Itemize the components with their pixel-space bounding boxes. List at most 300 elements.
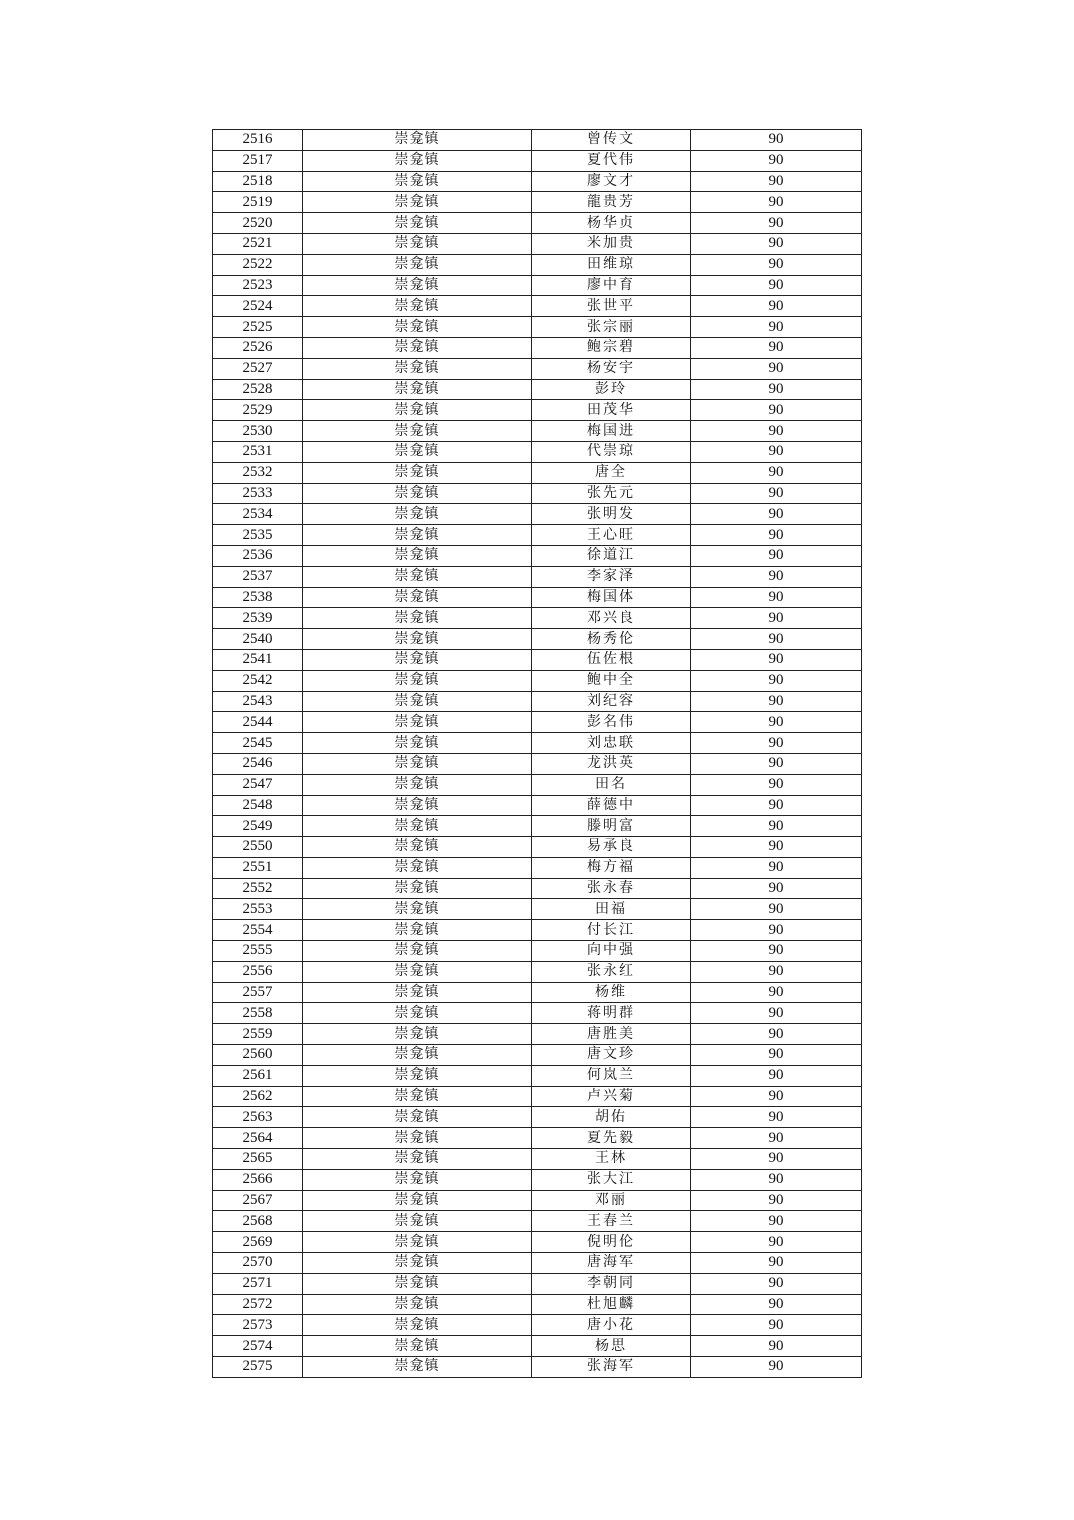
cell-score: 90 xyxy=(691,920,862,941)
cell-number: 2539 xyxy=(213,608,303,629)
table-row xyxy=(213,233,862,254)
cell-score: 90 xyxy=(691,1024,862,1045)
table-row xyxy=(213,774,862,795)
table-row xyxy=(213,192,862,213)
cell-score: 90 xyxy=(691,1357,862,1378)
cell-number: 2544 xyxy=(213,712,303,733)
cell-name: 伍佐根 xyxy=(532,649,691,670)
cell-name: 李家泽 xyxy=(532,566,691,587)
cell-name: 唐海军 xyxy=(532,1253,691,1274)
cell-number: 2573 xyxy=(213,1315,303,1336)
cell-town: 崇龛镇 xyxy=(303,608,532,629)
cell-score: 90 xyxy=(691,504,862,525)
cell-name: 龙洪英 xyxy=(532,753,691,774)
table-row xyxy=(213,150,862,171)
cell-town: 崇龛镇 xyxy=(303,795,532,816)
table-row xyxy=(213,275,862,296)
cell-name: 王林 xyxy=(532,1149,691,1170)
table-row xyxy=(213,816,862,837)
cell-town: 崇龛镇 xyxy=(303,1315,532,1336)
cell-town: 崇龛镇 xyxy=(303,150,532,171)
cell-name: 蒋明群 xyxy=(532,1003,691,1024)
cell-number: 2570 xyxy=(213,1253,303,1274)
table-row xyxy=(213,566,862,587)
cell-name: 杨维 xyxy=(532,982,691,1003)
cell-town: 崇龛镇 xyxy=(303,1357,532,1378)
cell-town: 崇龛镇 xyxy=(303,192,532,213)
cell-name: 唐胜美 xyxy=(532,1024,691,1045)
cell-town: 崇龛镇 xyxy=(303,545,532,566)
cell-score: 90 xyxy=(691,816,862,837)
cell-number: 2567 xyxy=(213,1190,303,1211)
table-row xyxy=(213,795,862,816)
table-row xyxy=(213,1149,862,1170)
table-row xyxy=(213,712,862,733)
cell-name: 田维琼 xyxy=(532,254,691,275)
cell-score: 90 xyxy=(691,1336,862,1357)
cell-name: 杨秀伦 xyxy=(532,629,691,650)
cell-name: 付长江 xyxy=(532,920,691,941)
table-row xyxy=(213,1107,862,1128)
cell-number: 2564 xyxy=(213,1128,303,1149)
cell-name: 胡佑 xyxy=(532,1107,691,1128)
cell-name: 卢兴菊 xyxy=(532,1086,691,1107)
table-row xyxy=(213,941,862,962)
cell-name: 王心旺 xyxy=(532,525,691,546)
cell-name: 彭玲 xyxy=(532,379,691,400)
cell-score: 90 xyxy=(691,421,862,442)
cell-town: 崇龛镇 xyxy=(303,629,532,650)
table-row xyxy=(213,171,862,192)
cell-town: 崇龛镇 xyxy=(303,1086,532,1107)
cell-score: 90 xyxy=(691,1294,862,1315)
table-row xyxy=(213,649,862,670)
cell-score: 90 xyxy=(691,213,862,234)
cell-name: 何岚兰 xyxy=(532,1065,691,1086)
table-row xyxy=(213,961,862,982)
cell-name: 唐小花 xyxy=(532,1315,691,1336)
cell-town: 崇龛镇 xyxy=(303,1190,532,1211)
cell-town: 崇龛镇 xyxy=(303,358,532,379)
cell-town: 崇龛镇 xyxy=(303,691,532,712)
cell-number: 2542 xyxy=(213,670,303,691)
cell-number: 2543 xyxy=(213,691,303,712)
cell-score: 90 xyxy=(691,1253,862,1274)
cell-name: 田茂华 xyxy=(532,400,691,421)
cell-score: 90 xyxy=(691,545,862,566)
cell-score: 90 xyxy=(691,1315,862,1336)
cell-number: 2536 xyxy=(213,545,303,566)
cell-number: 2558 xyxy=(213,1003,303,1024)
cell-name: 代崇琼 xyxy=(532,441,691,462)
cell-town: 崇龛镇 xyxy=(303,254,532,275)
cell-score: 90 xyxy=(691,857,862,878)
table-row xyxy=(213,857,862,878)
table-row xyxy=(213,525,862,546)
cell-name: 薛德中 xyxy=(532,795,691,816)
cell-score: 90 xyxy=(691,1149,862,1170)
cell-name: 鲍中全 xyxy=(532,670,691,691)
cell-score: 90 xyxy=(691,837,862,858)
cell-town: 崇龛镇 xyxy=(303,982,532,1003)
cell-score: 90 xyxy=(691,982,862,1003)
table-row xyxy=(213,1273,862,1294)
table-row xyxy=(213,130,862,151)
cell-name: 张大江 xyxy=(532,1169,691,1190)
table-row xyxy=(213,379,862,400)
cell-score: 90 xyxy=(691,566,862,587)
cell-score: 90 xyxy=(691,878,862,899)
cell-score: 90 xyxy=(691,1128,862,1149)
cell-town: 崇龛镇 xyxy=(303,441,532,462)
cell-town: 崇龛镇 xyxy=(303,130,532,151)
cell-town: 崇龛镇 xyxy=(303,649,532,670)
cell-number: 2528 xyxy=(213,379,303,400)
cell-score: 90 xyxy=(691,899,862,920)
cell-number: 2526 xyxy=(213,337,303,358)
cell-score: 90 xyxy=(691,400,862,421)
cell-town: 崇龛镇 xyxy=(303,941,532,962)
cell-town: 崇龛镇 xyxy=(303,213,532,234)
cell-town: 崇龛镇 xyxy=(303,587,532,608)
table-row xyxy=(213,213,862,234)
cell-name: 张明发 xyxy=(532,504,691,525)
cell-town: 崇龛镇 xyxy=(303,816,532,837)
table-row xyxy=(213,1253,862,1274)
cell-name: 龍贵芳 xyxy=(532,192,691,213)
cell-score: 90 xyxy=(691,317,862,338)
cell-town: 崇龛镇 xyxy=(303,296,532,317)
cell-number: 2532 xyxy=(213,462,303,483)
table-row xyxy=(213,1357,862,1378)
table-row xyxy=(213,358,862,379)
cell-name: 唐文珍 xyxy=(532,1045,691,1066)
cell-name: 向中强 xyxy=(532,941,691,962)
cell-score: 90 xyxy=(691,1086,862,1107)
cell-number: 2521 xyxy=(213,233,303,254)
cell-number: 2538 xyxy=(213,587,303,608)
cell-number: 2517 xyxy=(213,150,303,171)
cell-number: 2522 xyxy=(213,254,303,275)
cell-town: 崇龛镇 xyxy=(303,670,532,691)
cell-name: 易承良 xyxy=(532,837,691,858)
table-row xyxy=(213,982,862,1003)
cell-name: 田名 xyxy=(532,774,691,795)
cell-town: 崇龛镇 xyxy=(303,1169,532,1190)
cell-number: 2568 xyxy=(213,1211,303,1232)
cell-number: 2546 xyxy=(213,753,303,774)
cell-number: 2555 xyxy=(213,941,303,962)
cell-name: 张世平 xyxy=(532,296,691,317)
cell-score: 90 xyxy=(691,483,862,504)
cell-name: 杨安宇 xyxy=(532,358,691,379)
cell-score: 90 xyxy=(691,1273,862,1294)
cell-name: 廖中育 xyxy=(532,275,691,296)
cell-number: 2565 xyxy=(213,1149,303,1170)
cell-name: 杨华贞 xyxy=(532,213,691,234)
table-row xyxy=(213,691,862,712)
table-row xyxy=(213,733,862,754)
cell-town: 崇龛镇 xyxy=(303,1045,532,1066)
cell-number: 2554 xyxy=(213,920,303,941)
cell-number: 2535 xyxy=(213,525,303,546)
cell-town: 崇龛镇 xyxy=(303,421,532,442)
cell-town: 崇龛镇 xyxy=(303,462,532,483)
cell-number: 2541 xyxy=(213,649,303,670)
cell-town: 崇龛镇 xyxy=(303,1232,532,1253)
table-row xyxy=(213,1003,862,1024)
cell-score: 90 xyxy=(691,733,862,754)
cell-town: 崇龛镇 xyxy=(303,525,532,546)
cell-name: 梅国体 xyxy=(532,587,691,608)
cell-score: 90 xyxy=(691,337,862,358)
cell-town: 崇龛镇 xyxy=(303,961,532,982)
cell-score: 90 xyxy=(691,670,862,691)
table-row xyxy=(213,317,862,338)
table-row xyxy=(213,1190,862,1211)
cell-score: 90 xyxy=(691,1190,862,1211)
cell-town: 崇龛镇 xyxy=(303,233,532,254)
table-row xyxy=(213,462,862,483)
cell-name: 彭名伟 xyxy=(532,712,691,733)
roster-table xyxy=(212,129,862,1378)
cell-town: 崇龛镇 xyxy=(303,566,532,587)
cell-name: 田福 xyxy=(532,899,691,920)
cell-score: 90 xyxy=(691,130,862,151)
cell-score: 90 xyxy=(691,1169,862,1190)
table-row xyxy=(213,254,862,275)
cell-number: 2563 xyxy=(213,1107,303,1128)
cell-name: 唐全 xyxy=(532,462,691,483)
cell-number: 2552 xyxy=(213,878,303,899)
cell-name: 张宗丽 xyxy=(532,317,691,338)
cell-number: 2561 xyxy=(213,1065,303,1086)
cell-number: 2557 xyxy=(213,982,303,1003)
cell-number: 2569 xyxy=(213,1232,303,1253)
table-row xyxy=(213,545,862,566)
cell-number: 2540 xyxy=(213,629,303,650)
cell-name: 邓丽 xyxy=(532,1190,691,1211)
cell-score: 90 xyxy=(691,441,862,462)
cell-number: 2556 xyxy=(213,961,303,982)
cell-number: 2571 xyxy=(213,1273,303,1294)
cell-town: 崇龛镇 xyxy=(303,837,532,858)
cell-score: 90 xyxy=(691,254,862,275)
cell-number: 2566 xyxy=(213,1169,303,1190)
cell-score: 90 xyxy=(691,629,862,650)
cell-name: 滕明富 xyxy=(532,816,691,837)
cell-number: 2520 xyxy=(213,213,303,234)
cell-town: 崇龛镇 xyxy=(303,878,532,899)
table-row xyxy=(213,1024,862,1045)
table-row xyxy=(213,441,862,462)
cell-number: 2524 xyxy=(213,296,303,317)
cell-town: 崇龛镇 xyxy=(303,1253,532,1274)
cell-town: 崇龛镇 xyxy=(303,1107,532,1128)
cell-score: 90 xyxy=(691,275,862,296)
cell-number: 2523 xyxy=(213,275,303,296)
cell-town: 崇龛镇 xyxy=(303,317,532,338)
cell-number: 2553 xyxy=(213,899,303,920)
cell-score: 90 xyxy=(691,691,862,712)
table-row xyxy=(213,753,862,774)
table-row xyxy=(213,1315,862,1336)
table-row xyxy=(213,296,862,317)
table-row xyxy=(213,608,862,629)
cell-town: 崇龛镇 xyxy=(303,275,532,296)
cell-score: 90 xyxy=(691,1211,862,1232)
cell-number: 2548 xyxy=(213,795,303,816)
cell-name: 夏先毅 xyxy=(532,1128,691,1149)
cell-number: 2547 xyxy=(213,774,303,795)
table-row xyxy=(213,1232,862,1253)
cell-name: 王春兰 xyxy=(532,1211,691,1232)
cell-town: 崇龛镇 xyxy=(303,171,532,192)
cell-number: 2551 xyxy=(213,857,303,878)
cell-name: 杜旭麟 xyxy=(532,1294,691,1315)
cell-town: 崇龛镇 xyxy=(303,774,532,795)
cell-number: 2537 xyxy=(213,566,303,587)
cell-score: 90 xyxy=(691,379,862,400)
cell-town: 崇龛镇 xyxy=(303,1211,532,1232)
cell-score: 90 xyxy=(691,296,862,317)
cell-name: 刘纪容 xyxy=(532,691,691,712)
cell-number: 2549 xyxy=(213,816,303,837)
cell-town: 崇龛镇 xyxy=(303,920,532,941)
cell-town: 崇龛镇 xyxy=(303,753,532,774)
cell-town: 崇龛镇 xyxy=(303,1336,532,1357)
cell-score: 90 xyxy=(691,941,862,962)
cell-score: 90 xyxy=(691,1232,862,1253)
cell-score: 90 xyxy=(691,462,862,483)
table-row xyxy=(213,421,862,442)
cell-town: 崇龛镇 xyxy=(303,379,532,400)
cell-number: 2516 xyxy=(213,130,303,151)
cell-town: 崇龛镇 xyxy=(303,1003,532,1024)
table-row xyxy=(213,1086,862,1107)
cell-name: 邓兴良 xyxy=(532,608,691,629)
cell-name: 米加贵 xyxy=(532,233,691,254)
cell-score: 90 xyxy=(691,1003,862,1024)
cell-name: 张先元 xyxy=(532,483,691,504)
table-row xyxy=(213,400,862,421)
cell-score: 90 xyxy=(691,150,862,171)
cell-score: 90 xyxy=(691,649,862,670)
cell-score: 90 xyxy=(691,753,862,774)
cell-number: 2572 xyxy=(213,1294,303,1315)
cell-score: 90 xyxy=(691,608,862,629)
cell-name: 倪明伦 xyxy=(532,1232,691,1253)
cell-town: 崇龛镇 xyxy=(303,899,532,920)
cell-score: 90 xyxy=(691,358,862,379)
table-row xyxy=(213,483,862,504)
cell-number: 2530 xyxy=(213,421,303,442)
cell-name: 张永红 xyxy=(532,961,691,982)
cell-name: 徐道江 xyxy=(532,545,691,566)
roster-table-body xyxy=(213,130,862,1378)
cell-number: 2529 xyxy=(213,400,303,421)
table-row xyxy=(213,1065,862,1086)
cell-score: 90 xyxy=(691,525,862,546)
cell-number: 2534 xyxy=(213,504,303,525)
cell-name: 廖文才 xyxy=(532,171,691,192)
cell-number: 2550 xyxy=(213,837,303,858)
cell-number: 2533 xyxy=(213,483,303,504)
table-row xyxy=(213,1128,862,1149)
table-row xyxy=(213,587,862,608)
table-row xyxy=(213,337,862,358)
table-row xyxy=(213,1336,862,1357)
cell-name: 杨思 xyxy=(532,1336,691,1357)
cell-score: 90 xyxy=(691,1107,862,1128)
cell-name: 曾传文 xyxy=(532,130,691,151)
cell-number: 2545 xyxy=(213,733,303,754)
cell-town: 崇龛镇 xyxy=(303,1065,532,1086)
cell-score: 90 xyxy=(691,795,862,816)
cell-town: 崇龛镇 xyxy=(303,1128,532,1149)
cell-town: 崇龛镇 xyxy=(303,1024,532,1045)
cell-town: 崇龛镇 xyxy=(303,1149,532,1170)
table-row xyxy=(213,899,862,920)
table-row xyxy=(213,670,862,691)
cell-name: 李朝同 xyxy=(532,1273,691,1294)
cell-number: 2562 xyxy=(213,1086,303,1107)
cell-name: 梅方福 xyxy=(532,857,691,878)
cell-number: 2575 xyxy=(213,1357,303,1378)
table-row xyxy=(213,878,862,899)
cell-town: 崇龛镇 xyxy=(303,1294,532,1315)
cell-score: 90 xyxy=(691,712,862,733)
cell-number: 2519 xyxy=(213,192,303,213)
cell-town: 崇龛镇 xyxy=(303,337,532,358)
cell-number: 2560 xyxy=(213,1045,303,1066)
cell-score: 90 xyxy=(691,192,862,213)
cell-number: 2559 xyxy=(213,1024,303,1045)
cell-score: 90 xyxy=(691,587,862,608)
cell-town: 崇龛镇 xyxy=(303,857,532,878)
cell-number: 2527 xyxy=(213,358,303,379)
cell-name: 梅国进 xyxy=(532,421,691,442)
cell-town: 崇龛镇 xyxy=(303,712,532,733)
table-row xyxy=(213,1045,862,1066)
cell-name: 鲍宗碧 xyxy=(532,337,691,358)
table-row xyxy=(213,1211,862,1232)
cell-score: 90 xyxy=(691,171,862,192)
cell-town: 崇龛镇 xyxy=(303,733,532,754)
cell-score: 90 xyxy=(691,774,862,795)
cell-town: 崇龛镇 xyxy=(303,504,532,525)
cell-name: 刘忠联 xyxy=(532,733,691,754)
cell-score: 90 xyxy=(691,1065,862,1086)
cell-town: 崇龛镇 xyxy=(303,1273,532,1294)
cell-name: 张海军 xyxy=(532,1357,691,1378)
cell-name: 夏代伟 xyxy=(532,150,691,171)
cell-name: 张永春 xyxy=(532,878,691,899)
cell-score: 90 xyxy=(691,1045,862,1066)
cell-town: 崇龛镇 xyxy=(303,400,532,421)
cell-number: 2574 xyxy=(213,1336,303,1357)
cell-score: 90 xyxy=(691,961,862,982)
cell-score: 90 xyxy=(691,233,862,254)
cell-number: 2531 xyxy=(213,441,303,462)
table-row xyxy=(213,1169,862,1190)
table-row xyxy=(213,837,862,858)
cell-number: 2525 xyxy=(213,317,303,338)
table-row xyxy=(213,504,862,525)
table-row xyxy=(213,1294,862,1315)
table-row xyxy=(213,920,862,941)
cell-number: 2518 xyxy=(213,171,303,192)
